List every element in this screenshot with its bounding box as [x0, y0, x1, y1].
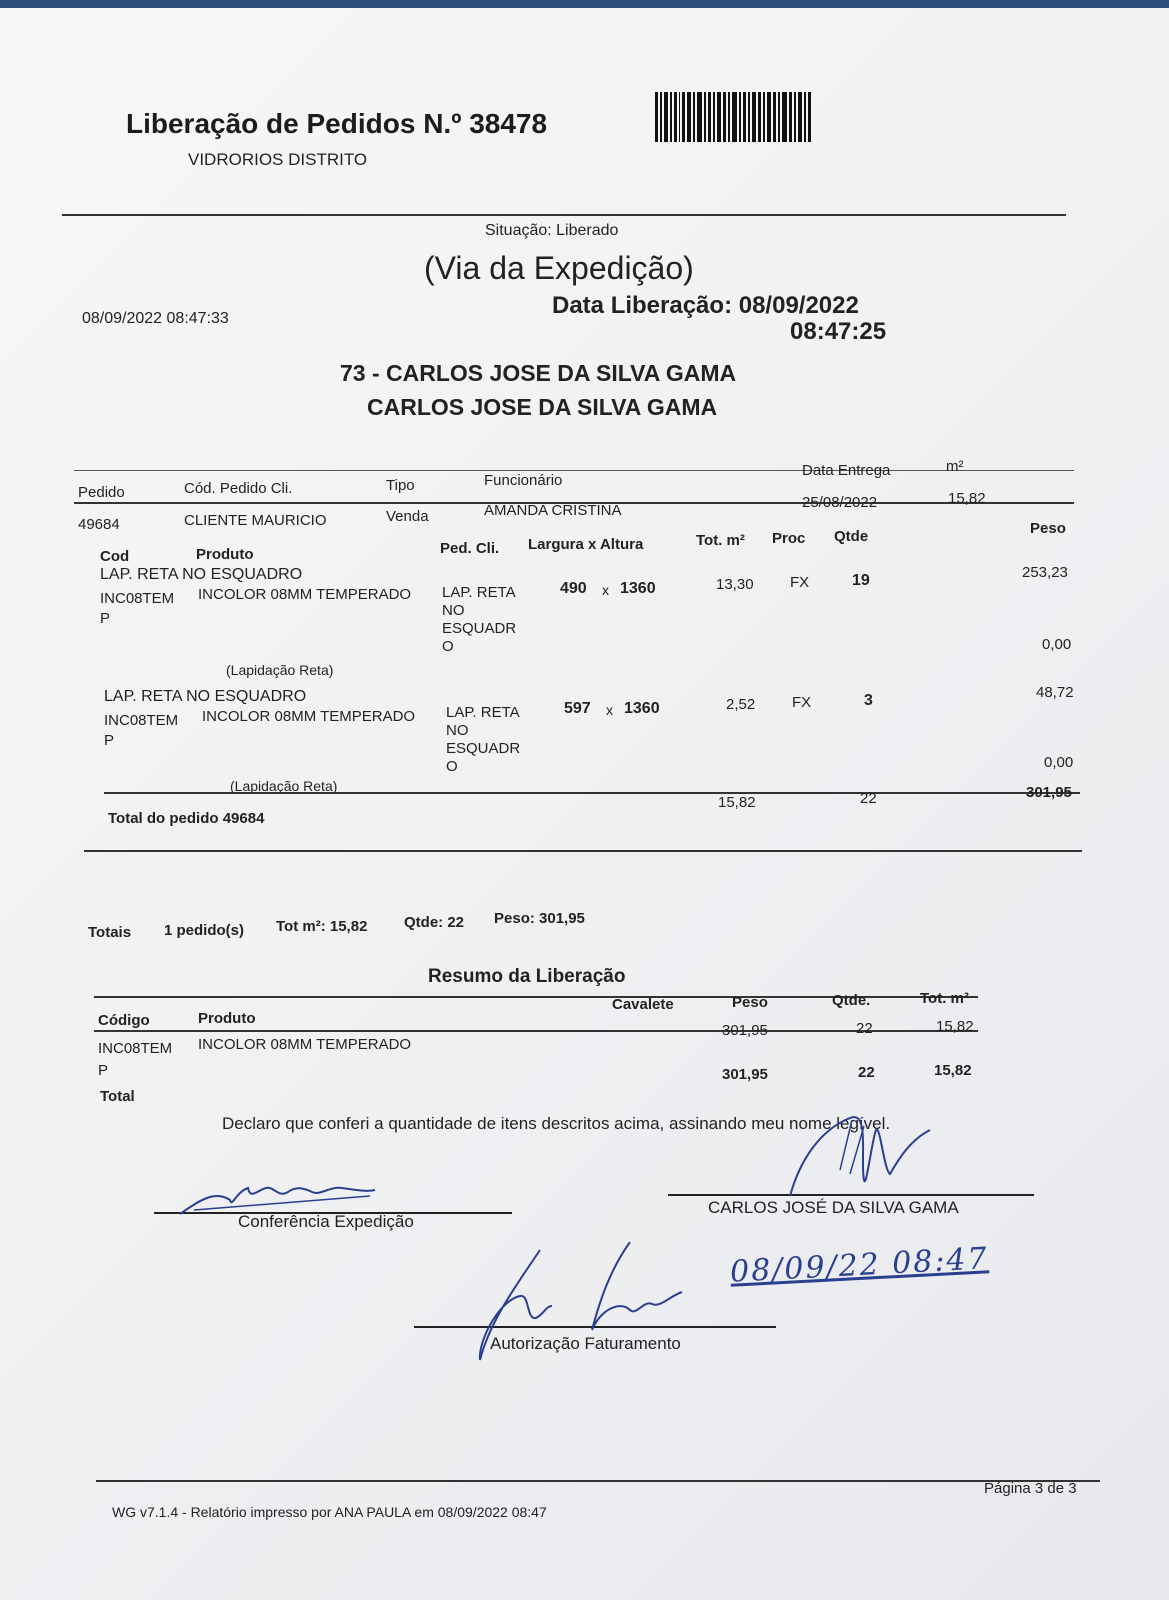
- item-cod-suffix: P: [100, 610, 111, 627]
- totais-peso: Peso: 301,95: [494, 910, 585, 927]
- value-funcionario: AMANDA CRISTINA: [484, 502, 622, 519]
- col-peso: Peso: [1030, 520, 1066, 537]
- item-altura: 1360: [624, 700, 660, 717]
- label-data-entrega: Data Entrega: [802, 462, 891, 479]
- item-peso: 48,72: [1036, 684, 1074, 701]
- resumo-col-produto: Produto: [198, 1010, 256, 1027]
- col-produto: Produto: [196, 546, 254, 563]
- divider: [84, 850, 1082, 852]
- resumo-col-tot-m2: Tot. m²: [920, 990, 969, 1007]
- item-peso: 253,23: [1022, 564, 1068, 581]
- value-m2: 15,82: [948, 490, 986, 507]
- item-title: LAP. RETA NO ESQUADRO: [100, 566, 303, 583]
- item-peso-extra: 0,00: [1044, 754, 1074, 771]
- col-qtde: Qtde: [834, 528, 869, 545]
- label-tipo: Tipo: [386, 477, 415, 494]
- item-tot-m2: 2,52: [726, 696, 756, 713]
- resumo-tot-m2: 15,82: [936, 1018, 974, 1035]
- item-cod: INC08TEM: [100, 590, 175, 607]
- item-note: (Lapidação Reta): [226, 662, 334, 678]
- label-cod-pedido-cli: Cód. Pedido Cli.: [184, 480, 293, 497]
- resumo-total-qtde: 22: [858, 1064, 875, 1081]
- company-name: VIDRORIOS DISTRITO: [188, 150, 368, 169]
- item-x: x: [602, 582, 609, 598]
- barcode: [655, 92, 831, 142]
- resumo-produto: INCOLOR 08MM TEMPERADO: [198, 1036, 412, 1053]
- divider: [96, 1480, 1100, 1482]
- item-ped-cli: LAP. RETA NO ESQUADR O: [446, 704, 521, 775]
- item-produto: INCOLOR 08MM TEMPERADO: [198, 586, 412, 603]
- release-time: 08:47:25: [790, 318, 887, 345]
- resumo-total-peso: 301,95: [722, 1066, 768, 1083]
- item-proc: FX: [792, 694, 812, 711]
- resumo-total-label: Total: [100, 1088, 135, 1105]
- status-text: Situação: Liberado: [485, 222, 619, 239]
- footer-report: WG v7.1.4 - Relatório impresso por ANA PAULA em 08/09/2022 08:47: [112, 1504, 547, 1520]
- item-peso-extra: 0,00: [1042, 636, 1072, 653]
- totais-m2: Tot m²: 15,82: [276, 918, 368, 935]
- conferencia-label: Conferência Expedição: [238, 1212, 414, 1231]
- release-date: Data Liberação: 08/09/2022: [552, 292, 859, 319]
- cliente-signature-label: CARLOS JOSÉ DA SILVA GAMA: [708, 1198, 959, 1217]
- declaration-text: Declaro que conferi a quantidade de itens descritos acima, assinando meu nome legível.: [222, 1114, 891, 1133]
- client-code-name: 73 - CARLOS JOSE DA SILVA GAMA: [340, 360, 737, 386]
- col-cod: Cod: [100, 548, 130, 565]
- resumo-col-qtde: Qtde.: [832, 992, 871, 1009]
- col-proc: Proc: [772, 530, 806, 547]
- resumo-title: Resumo da Liberação: [428, 966, 626, 987]
- signature-conferencia: [170, 1170, 390, 1220]
- signature-cliente: [780, 1100, 940, 1210]
- item-cod: INC08TEM: [104, 712, 179, 729]
- item-ped-cli: LAP. RETA NO ESQUADR O: [442, 584, 517, 655]
- totais-pedidos: 1 pedido(s): [164, 922, 245, 939]
- resumo-col-peso: Peso: [732, 994, 768, 1011]
- resumo-peso: 301,95: [722, 1022, 768, 1039]
- pedido-total-m2: 15,82: [718, 794, 756, 811]
- item-x: x: [606, 702, 613, 718]
- item-qtde: 19: [852, 572, 870, 589]
- pedido-total-label: Total do pedido 49684: [108, 810, 265, 827]
- autorizacao-label: Autorização Faturamento: [490, 1334, 681, 1353]
- item-note: (Lapidação Reta): [230, 778, 338, 794]
- divider: [94, 1030, 978, 1032]
- top-band: [0, 0, 1169, 8]
- resumo-col-cavalete: Cavalete: [612, 996, 674, 1013]
- col-tot-m2: Tot. m²: [696, 532, 745, 549]
- pedido-total-peso: 301,95: [1026, 784, 1072, 801]
- resumo-qtde: 22: [856, 1020, 873, 1037]
- item-cod-suffix: P: [104, 732, 115, 749]
- handwritten-date: 08/09/22 08:47: [729, 1241, 990, 1290]
- divider: [62, 214, 1066, 216]
- item-largura: 597: [564, 700, 591, 717]
- item-altura: 1360: [620, 580, 656, 597]
- totais-label: Totais: [88, 924, 132, 941]
- divider: [104, 792, 1080, 794]
- via-label: (Via da Expedição): [424, 250, 694, 286]
- totais-qtde: Qtde: 22: [404, 914, 465, 931]
- label-m2: m²: [946, 458, 964, 475]
- label-pedido: Pedido: [78, 484, 125, 501]
- footer-page-number: Página 3 de 3: [984, 1480, 1077, 1497]
- item-qtde: 3: [864, 692, 873, 709]
- pedido-total-qtde: 22: [860, 790, 877, 807]
- item-tot-m2: 13,30: [716, 576, 754, 593]
- item-proc: FX: [790, 574, 810, 591]
- resumo-col-codigo: Código: [98, 1012, 150, 1029]
- value-pedido: 49684: [78, 516, 120, 533]
- item-title: LAP. RETA NO ESQUADRO: [104, 688, 307, 705]
- client-name: CARLOS JOSE DA SILVA GAMA: [367, 394, 718, 420]
- label-funcionario: Funcionário: [484, 472, 563, 489]
- divider: [74, 470, 1074, 471]
- value-cod-pedido-cli: CLIENTE MAURICIO: [184, 512, 327, 529]
- value-tipo: Venda: [386, 508, 429, 525]
- resumo-total-tot-m2: 15,82: [934, 1062, 972, 1079]
- resumo-codigo: INC08TEM: [98, 1040, 173, 1057]
- signature-autorizacao: [460, 1240, 700, 1370]
- col-ped-cli: Ped. Cli.: [440, 540, 500, 557]
- print-timestamp: 08/09/2022 08:47:33: [82, 310, 229, 327]
- resumo-codigo-suffix: P: [98, 1062, 109, 1079]
- item-largura: 490: [560, 580, 587, 597]
- col-largura-altura: Largura x Altura: [528, 536, 644, 553]
- document-title: Liberação de Pedidos N.º 38478: [126, 108, 548, 139]
- value-data-entrega: 25/08/2022: [802, 494, 878, 511]
- item-produto: INCOLOR 08MM TEMPERADO: [202, 708, 416, 725]
